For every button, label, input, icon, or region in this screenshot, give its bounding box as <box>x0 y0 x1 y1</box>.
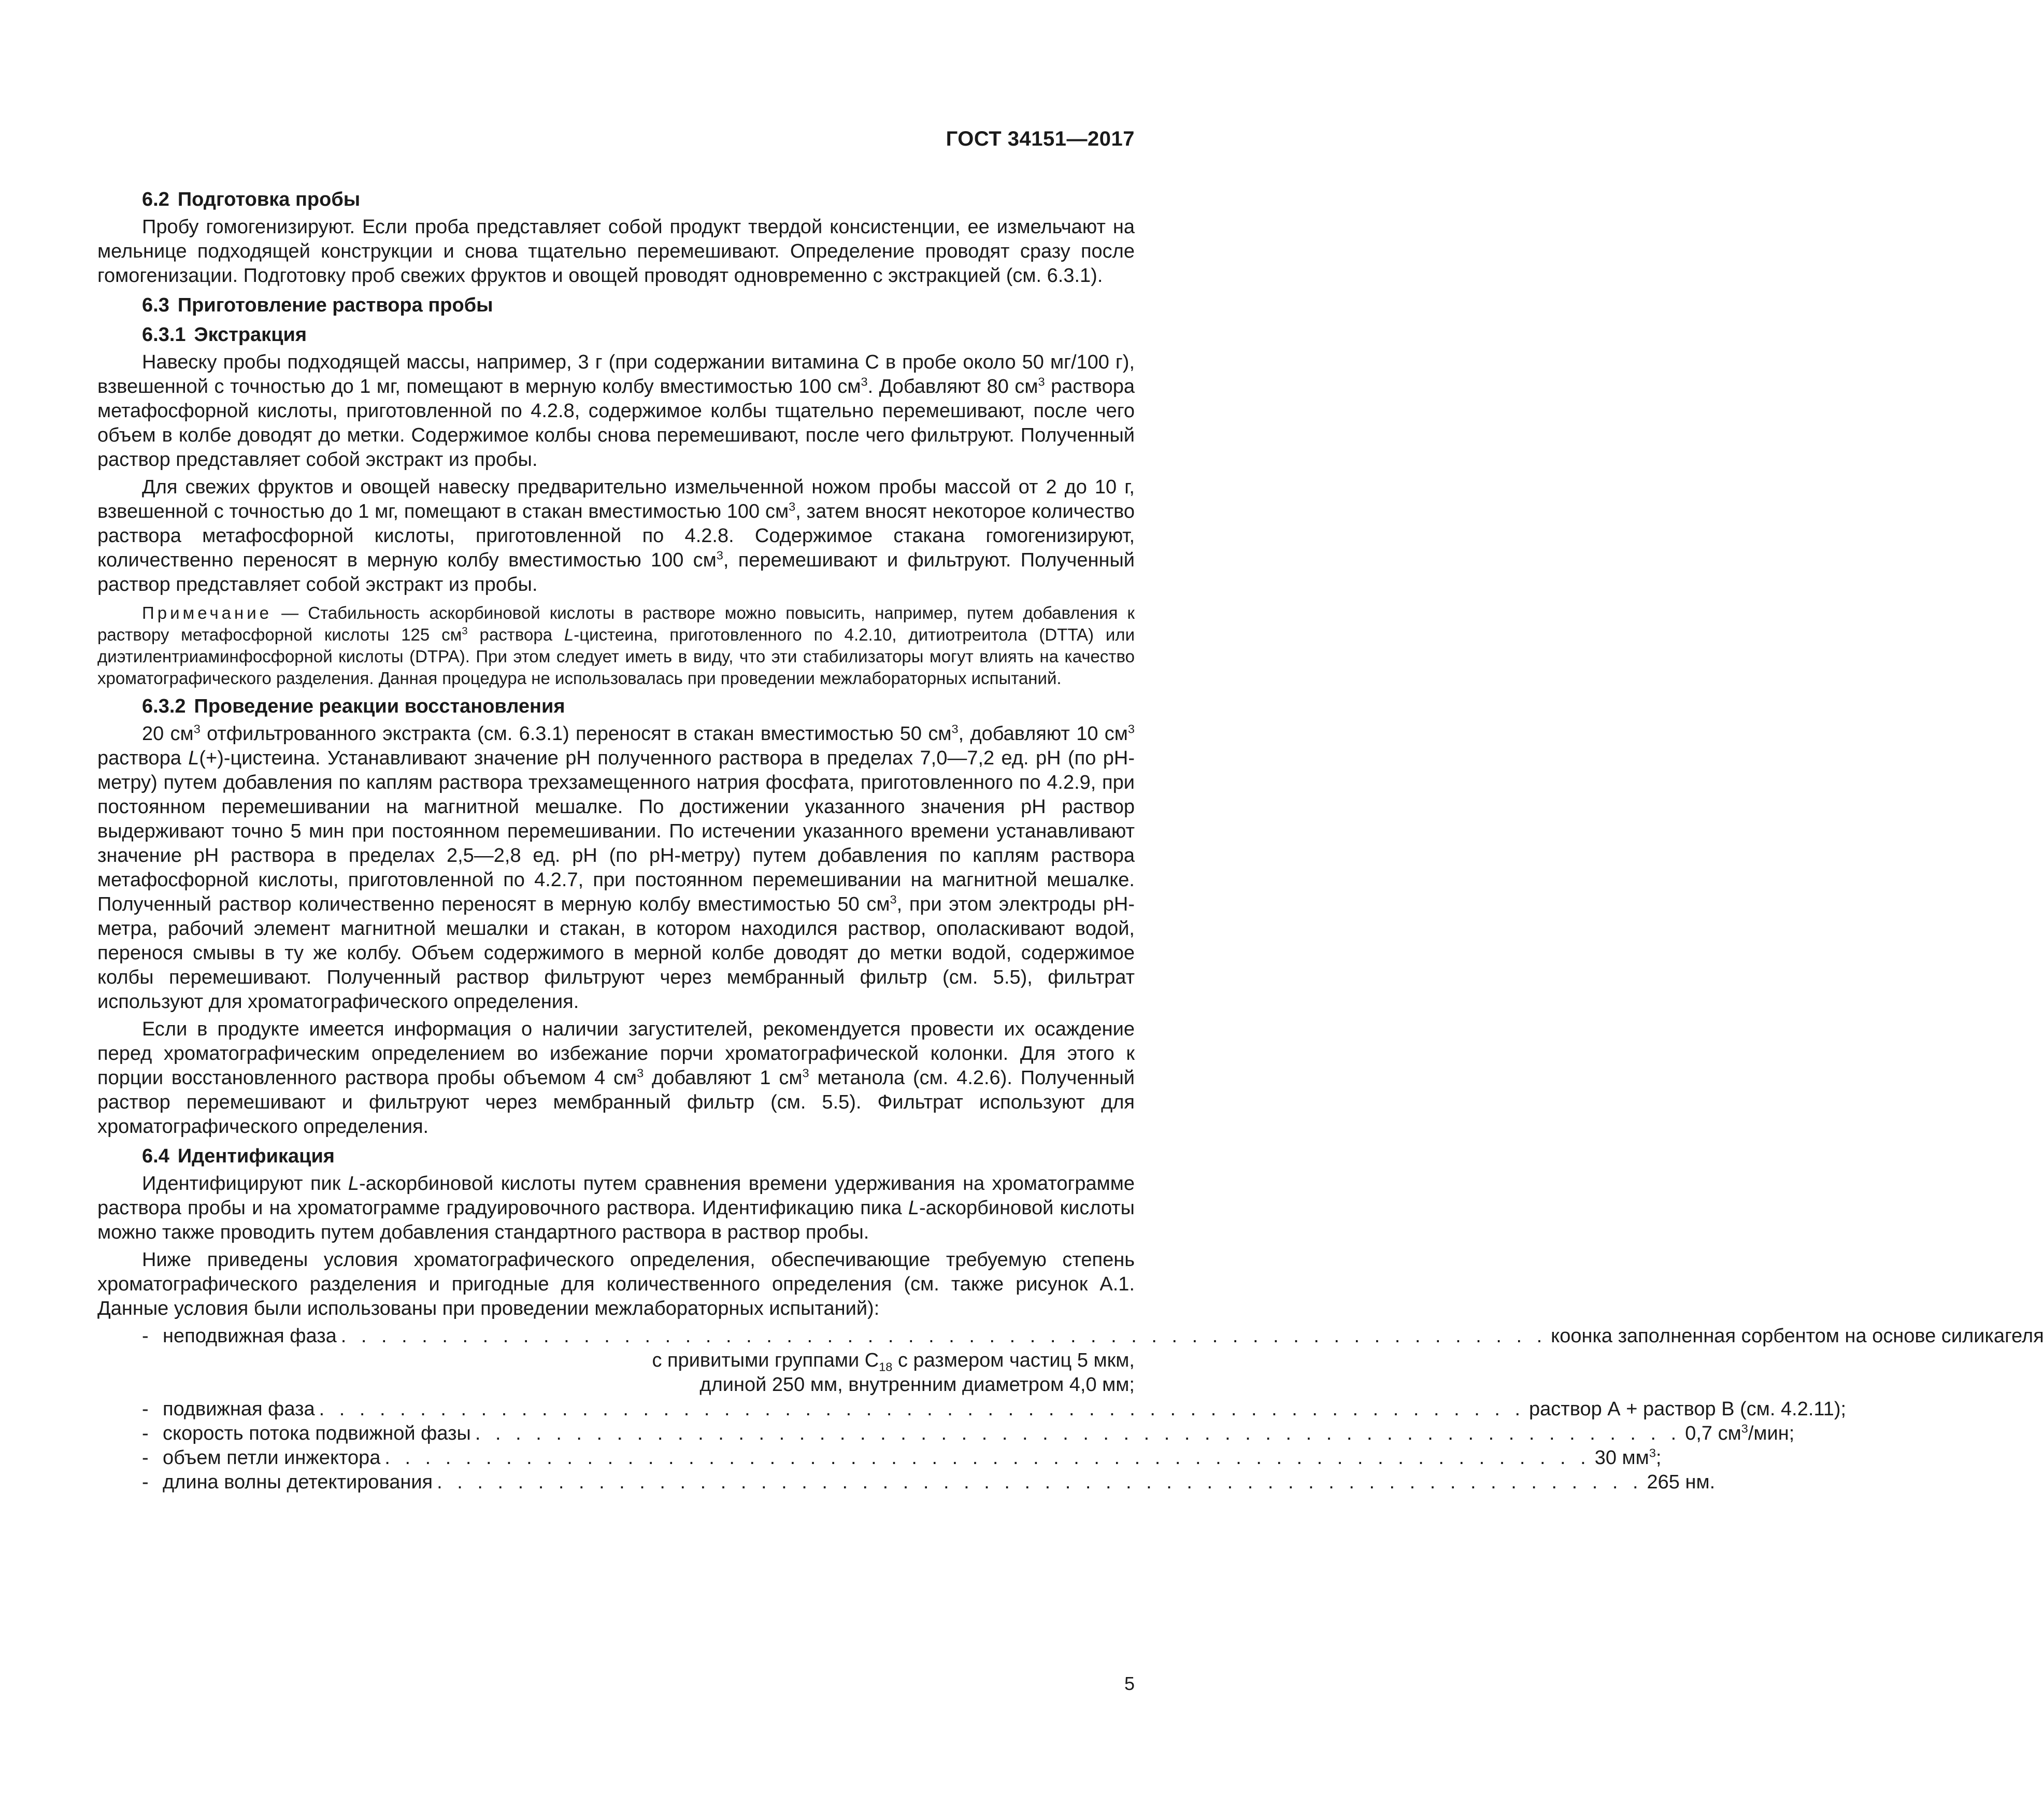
list-item: - скорость потока подвижной фазы . . . . . . . . . . . . . . . . . . . . . . . . . . . . . . . . . . . . . . . . . . . . . . . . . . . . . . . . . . . . 0,7 $см^3$/мин; <box>142 1422 1795 1444</box>
document-body <box>97 182 2044 1495</box>
list-item: - неподвижная фаза . . . . . . . . . . . . . . . . . . . . . . . . . . . . . . . . . . . . . . . . . . . . . . . . . . . . . . . . . . . . коонка заполненная сорбентом на основе силикагеля <box>142 1325 2044 1347</box>
document-header: ГОСТ 34151—2017 <box>946 127 1135 150</box>
section-6-3-heading: 6.3 Приготовление раствора пробы <box>142 294 493 316</box>
section-6-3-2-paragraph-1: 20 $см^3$ отфильтрованного экстракта (см. 6.3.1) переносят в стакан вместимостью 50 $см^3$, добавляют 10 $см^3$ раствора L(+)-цистеина. Устанавливают значение pH полученного раствора в пределах 7,0—7,2 ед. pH (по pH-метру) путем добавления по каплям раствора трехзамещенного натрия фосфата, приготовленного по 4.2.9, при постоянном перемешивании на магнитной мешалке. По достижении указанного значения pH раствор выдерживают точно 5 мин при постоянном перемешивании. По истечении указанного времени устанавливают значение pH раствора в пределах 2,5—2,8 ед. pH (по pH-метру) путем добавления по каплям раствора метафосфорной кислоты, приготовленной по 4.2.7, при постоянном перемешивании на магнитной мешалке. Полученный раствор количественно переносят в мерную колбу вместимостью 50 $см^3$, при этом электроды pH-метра, рабочий элемент магнитной мешалки и стакан, в котором находился раствор, ополаскивают водой, перенося смывы в ту же колбу. Объем содержимого в мерной колбе доводят до метки водой, содержимое колбы перемешивают. Полученный раствор фильтруют через мембранный фильтр (см. 5.5), фильтрат используют для хроматографического определения. <box>97 722 1135 1013</box>
section-6-2-heading: 6.2 Подготовка пробы <box>142 189 361 210</box>
conditions-list <box>97 1324 2044 1495</box>
list-item-continuation: длиной 250 мм, внутренним диаметром 4,0 мм; <box>699 1374 1135 1396</box>
section-6-3-1-note: Примечание — Стабильность аскорбиновой кислоты в растворе можно повысить, например, путем добавления к раствору метафосфорной кислоты 125 $см^3$ раствора L-цистеина, приготовленного по 4.2.10, дитиотреитола (DTTA) или диэтилентриаминфосфорной кислоты (DTPA). При этом следует иметь в виду, что эти стабилизаторы могут влиять на качество хроматографического разделения. Данная процедура не использовалась при проведении межлабораторных испытаний. <box>97 603 1135 688</box>
section-6-4-heading: 6.4 Идентификация <box>142 1145 335 1167</box>
section-6-3-2-heading: 6.3.2 Проведение реакции восстановления <box>142 695 565 717</box>
section-6-3-1-paragraph-2: Для свежих фруктов и овощей навеску предварительно измельченной ножом пробы массой от 2 до 10 г, взвешенной с точностью до 1 мг, помещают в стакан вместимостью 100 $см^3$, затем вносят некоторое количество раствора метафосфорной кислоты, приготовленной по 4.2.8. Содержимое стакана гомогенизируют, количественно переносят в мерную колбу вместимостью 100 $см^3$, перемешивают и фильтруют. Полученный раствор представляет собой экстракт из пробы. <box>97 476 1135 595</box>
page-number: 5 <box>1124 1673 1135 1694</box>
list-item-continuation: с привитыми группами $С_{18}$ с размером частиц 5 мкм, <box>652 1350 1135 1374</box>
section-6-3-2-paragraph-2: Если в продукте имеется информация о наличии загустителей, рекомендуется провести их осаждение перед хроматографическим определением во избежание порчи хроматографической колонки. Для этого к порции восстановленного раствора пробы объемом 4 $см^3$ добавляют 1 $см^3$ метанола (см. 4.2.6). Полученный раствор перемешивают и фильтруют через мембранный фильтр (см. 5.5). Фильтрат используют для хроматографического определения. <box>97 1018 1135 1138</box>
section-6-3-1-paragraph-1: Навеску пробы подходящей массы, например, 3 г (при содержании витамина С в пробе около 50 мг/100 г), взвешенной с точностью до 1 мг, помещают в мерную колбу вместимостью 100 $см^3$. Добавляют 80 $см^3$ раствора метафосфорной кислоты, приготовленной по 4.2.8, содержимое колбы тщательно перемешивают, после чего объем в колбе доводят до метки. Содержимое колбы снова перемешивают, после чего фильтруют. Полученный раствор представляет собой экстракт из пробы. <box>97 351 1135 471</box>
section-6-4-paragraph-1: Идентифицируют пик L-аскорбиновой кислоты путем сравнения времени удерживания на хроматограмме раствора пробы и на хроматограмме градуировочного раствора. Идентификацию пика L-аскорбиновой кислоты можно также проводить путем добавления стандартного раствора в раствор пробы. <box>97 1173 1135 1243</box>
section-6-3-1-heading: 6.3.1 Экстракция <box>142 324 307 346</box>
list-item: - объем петли инжектора . . . . . . . . . . . . . . . . . . . . . . . . . . . . . . . . . . . . . . . . . . . . . . . . . . . . . . . . . . . . 30 $мм^3$; <box>142 1446 1662 1469</box>
list-item: - подвижная фаза . . . . . . . . . . . . . . . . . . . . . . . . . . . . . . . . . . . . . . . . . . . . . . . . . . . . . . . . . . . . раствор А + раствор В (см. 4.2.11); <box>142 1398 1847 1420</box>
section-6-4-paragraph-2: Ниже приведены условия хроматографического определения, обеспечивающие требуемую степень хроматографического разделения и пригодные для количественного определения (см. также рисунок А.1. Данные условия были использованы при проведении межлабораторных испытаний): <box>97 1249 1135 1319</box>
list-item: - длина волны детектирования . . . . . . . . . . . . . . . . . . . . . . . . . . . . . . . . . . . . . . . . . . . . . . . . . . . . . . . . . . . . 265 нм. <box>142 1471 1716 1493</box>
section-6-2-paragraph: Пробу гомогенизируют. Если проба представляет собой продукт твердой консистенции, ее измельчают на мельнице подходящей конструкции и снова тщательно перемешивают. Определение проводят сразу после гомогенизации. Подготовку проб свежих фруктов и овощей проводят одновременно с экстракцией (см. 6.3.1). <box>97 216 1135 287</box>
